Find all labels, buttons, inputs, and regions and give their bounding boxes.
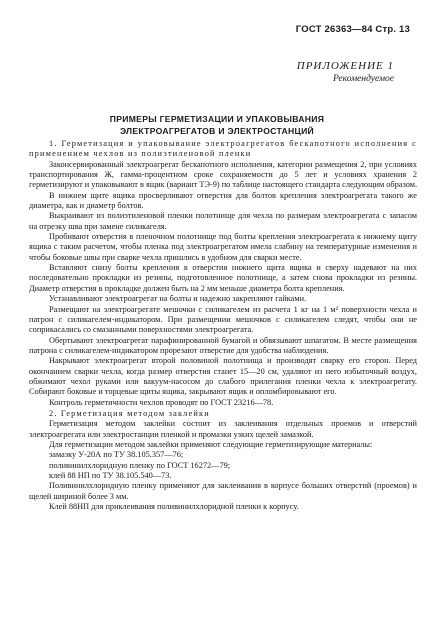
paragraph: Накрывают электроагрегат второй половиной полотнища и производят сварку его сторон. Перед окончанием сварки чехла, когда размер отверстия станет 15—20 см, удаляют из него избыточный воздух, обжимают чехол руками или вакуум-насосом до слабого прилегания пленки чехла к электроагрегату. Собирают боковые и торцевые щиты ящика, закрывают ящик и опломбировывают его. xyxy=(29,356,417,397)
material-item: клей 88 НП по ТУ 38.105.540—73. xyxy=(49,471,172,480)
paragraph: Клей 88НП для приклеивания поливинилхлоридной пленки к корпусу. xyxy=(49,502,299,512)
section-1-heading: 1. Герметизация и упаковывание электроагрегатов бескапотного исполнения с применением чехлов из полиэтиленовой пленки xyxy=(29,139,417,159)
paragraph: Законсервированный электроагрегат бескапотного исполнения, категории размещения 2, при условиях транспортирования Ж, гамма-процентном сроке сохраняемости до 5 лет и условиях хранения 2 герметизируют и упаковывают в ящик (вариант ТЭ-9) по таблице настоящего стандарта следующим образом. xyxy=(29,159,418,190)
page-header: ГОСТ 26363—84 Стр. 13 xyxy=(295,24,410,35)
section-2-heading: 2. Герметизация методом заклейки xyxy=(49,408,210,418)
paragraph: Выкраивают из полиэтиленовой пленки полотнище для чехла по размерам электроагрегата с запасом на отрезку шва при замене силикагеля. xyxy=(29,211,417,231)
paragraph: Контроль герметичности чехлов проводят по ГОСТ 23216—78. xyxy=(49,397,274,407)
material-item: поливинилхлоридную пленку по ГОСТ 16272—79; xyxy=(49,460,231,470)
paragraph: Размещают на электроагрегате мешочки с силикагелем из расчета 1 кг на 1 м² поверхности чехла и патрон с силикагелем-индикатором. При размещении мешочков с силикагелем следят, чтобы они не соприкасались со смазанными поверхностями электроагрегата. xyxy=(29,304,417,335)
document-body xyxy=(29,139,417,512)
paragraph: Обертывают электроагрегат парафинированной бумагой и обвязывают шпагатом. В месте размещения патрона с силикагелем-индикатором прорезают отверстие для удобства наблюдения. xyxy=(29,335,417,355)
appendix-label xyxy=(297,60,394,84)
paragraph: Устанавливают электроагрегат на болты и надежно закрепляют гайками. xyxy=(49,294,307,304)
paragraph: Для герметизации методом заклейки применяют следующие герметизирующие материалы: xyxy=(49,439,373,449)
appendix-title: ПРИЛОЖЕНИЕ 1 xyxy=(296,60,394,72)
material-item: замазку У-20А по ТУ 38.105.357—76; xyxy=(49,450,184,460)
title-line-1: ПРИМЕРЫ ГЕРМЕТИЗАЦИИ И УПАКОВЫВАНИЯ xyxy=(109,114,325,124)
paragraph: Герметизация методом заклейки состоит из заклеивания отдельных проемов и отверстий электроагрегата или электростанции пленкой и промазки узких щелей замазкой. xyxy=(29,419,417,439)
paragraph: Вставляют снизу болты крепления в отверстия нижнего щита ящика и сверху надевают на них последовательно прокладки из резины, подготовленное полотнище, а затем снова прокладки из резины. Диаметр отверстия в прокладке должен быть на 2 мм меньше диаметра болта крепления. xyxy=(29,263,417,293)
document-title xyxy=(0,113,434,137)
title-line-2: ЭЛЕКТРОАГРЕГАТОВ И ЭЛЕКТРОСТАНЦИЙ xyxy=(119,126,315,136)
paragraph: Поливинилхлоридную пленку применяют для заклеивания в корпусе больших отверстий (проемов) и щелей шириной более 3 мм. xyxy=(29,481,417,501)
paragraph: Пробивают отверстия в пленочном полотнище под болты крепления электроагрегата к нижнему щиту ящика с таким расчетом, чтобы пленка под электроагрегатом имела слабину на температурные изменения и чтобы боковые швы при сварке чехла пришлись в удобном для сварки месте. xyxy=(29,232,417,262)
paragraph: В нижнем щите ящика просверливают отверстия для болтов крепления электроагрегата такого же диаметра, как и диаметр болтов. xyxy=(29,190,417,211)
appendix-subtitle: Рекомендуемое xyxy=(332,74,394,84)
